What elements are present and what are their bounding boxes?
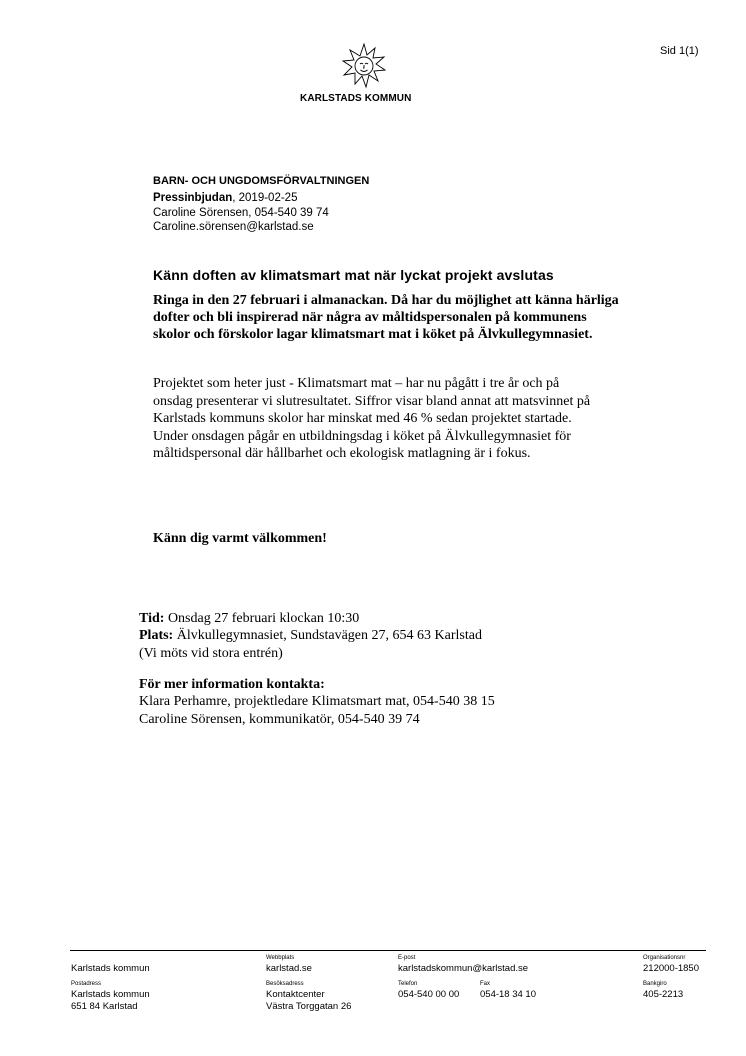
sun-face-logo-icon bbox=[342, 43, 386, 89]
footer-visit-line1: Kontaktcenter bbox=[266, 989, 325, 1000]
footer-org-name: Karlstads kommun bbox=[71, 963, 150, 974]
event-time bbox=[139, 610, 359, 627]
time-label: Tid: bbox=[139, 611, 165, 626]
contact-item: Caroline Sörensen, kommunikatör, 054-540 39 74 bbox=[139, 712, 420, 727]
meeting-note: (Vi möts vid stora entrén) bbox=[139, 646, 283, 661]
doc-type-line bbox=[153, 191, 297, 205]
footer-orgnr-label: Organisationsnr bbox=[643, 955, 686, 961]
doc-date: , 2019-02-25 bbox=[232, 192, 298, 204]
footer-postal-line1: Karlstads kommun bbox=[71, 989, 150, 1000]
footer-web-label: Webbplats bbox=[266, 955, 295, 961]
contact-item: Klara Perhamre, projektledare Klimatsmart mat, 054-540 38 15 bbox=[139, 694, 495, 709]
doc-type: Pressinbjudan bbox=[153, 192, 233, 204]
event-place bbox=[139, 627, 482, 644]
footer-bankgiro-value: 405-2213 bbox=[643, 989, 684, 1000]
footer-orgnr-value: 212000-1850 bbox=[643, 963, 699, 974]
footer-divider bbox=[70, 950, 706, 951]
more-info-heading: För mer information kontakta: bbox=[139, 677, 325, 692]
footer-email-label: E-post bbox=[398, 955, 416, 961]
footer-visit-line2: Västra Torggatan 26 bbox=[266, 1001, 352, 1012]
footer-web-link[interactable]: karlstad.se bbox=[266, 963, 312, 974]
department-name: BARN- OCH UNGDOMSFÖRVALTNINGEN bbox=[153, 175, 370, 187]
footer-fax-value: 054-18 34 10 bbox=[480, 989, 536, 1000]
time-value: Onsdag 27 februari klockan 10:30 bbox=[164, 611, 360, 626]
page-number: Sid 1(1) bbox=[660, 45, 699, 57]
footer-visit-label: Besöksadress bbox=[266, 981, 304, 987]
article-body: Projektet som heter just - Klimatsmart mat – har nu pågått i tre år och på onsdag presenterar vi slutresultatet. Siffror visar bland annat att matsvinnet på Karlstads kommuns skolor har minskat med 46 % sedan projektet startade. Under onsdagen pågår en utbildningsdag i köket på Älvkullegymnasiet för måltidspersonal där hållbarhet och ekologisk matlagning är i fokus. bbox=[153, 376, 591, 462]
article-lead: Ringa in den 27 februari i almanackan. Då har du möjlighet att känna härliga dofter och bli inspirerad när några av måltidspersonalen på kommunens skolor och förskolor lagar klimatsmart mat i köket på Älvkullegymnasiet. bbox=[153, 293, 619, 342]
contact-line: Caroline Sörensen, 054-540 39 74 bbox=[153, 207, 329, 219]
footer-email-link[interactable]: karlstadskommun@karlstad.se bbox=[398, 963, 529, 974]
place-value: Älvkullegymnasiet, Sundstavägen 27, 654 63 Karlstad bbox=[173, 628, 482, 643]
footer-phone-value: 054-540 00 00 bbox=[398, 989, 460, 1000]
article-headline: Känn doften av klimatsmart mat när lyckat projekt avslutas bbox=[153, 267, 554, 283]
footer-postal-label: Postadress bbox=[71, 981, 102, 987]
contact-email: Caroline.sörensen@karlstad.se bbox=[153, 221, 314, 233]
place-label: Plats: bbox=[139, 628, 174, 643]
footer-fax-label: Fax bbox=[480, 981, 491, 987]
footer-bankgiro-label: Bankgiro bbox=[643, 981, 667, 987]
footer-phone-label: Telefon bbox=[398, 981, 418, 987]
footer-postal-line2: 651 84 Karlstad bbox=[71, 1001, 138, 1012]
org-name: KARLSTADS KOMMUN bbox=[300, 93, 412, 104]
welcome-text: Känn dig varmt välkommen! bbox=[153, 531, 327, 546]
